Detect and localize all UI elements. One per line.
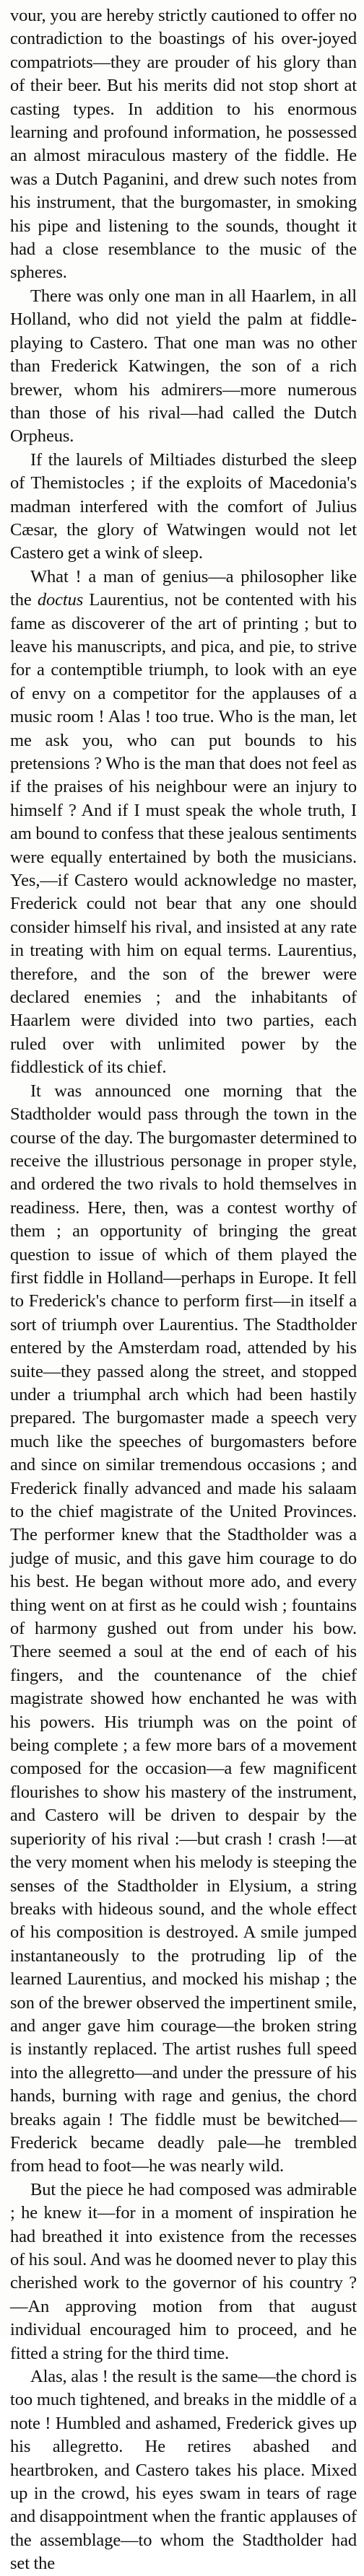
paragraph-4-rest: Laurentius, not be contented with his fame as discoverer of the art of printing ; but to leave his manuscripts, and pica, and pie, to strive for a contemptible triumph, to look with an eye of envy on a competitor for the applauses of a music room ! Alas ! too true. Who is the man, let me ask you, who can put bounds to his pretensions ? Who is the man that does not feel as if the praises of his neighbour were an injury to himself ? And if I must speak the whole truth, I am bound to confess that these jealous sentiments were equally entertained by both the musicians. Yes,—if Castero would acknowledge no master, Frederick could not bear that any one should consider himself his rival, and insisted at any rate in treating with him on equal terms. Laurentius, therefore, and the son of the brewer were declared enemies ; and the inhabitants of Haarlem were divided into two parties, each ruled over with unlimited power by the fiddlestick of its chief. (10, 590, 357, 1078)
paragraph-1: vour, you are hereby strictly cautioned to offer no contradiction to the boastings of his over-joyed compatriots—they are prouder of his glory than of their beer. But his merits did not stop short at casting types. In addition to his enormous learning and profound information, he possessed an almost miraculous mastery of the fiddle. He was a Dutch Paganini, and drew such notes from his instrument, that the burgomaster, in smoking his pipe and listening to the sounds, thought it had a close resemblance to the music of the spheres. (10, 6, 357, 283)
article-column (10, 4, 357, 2576)
paragraph-5: It was announced one morning that the Stadtholder would pass through the town in the course of the day. The burgomaster determined to receive the illustrious personage in proper style, and ordered the two rivals to hold themselves in readiness. Here, then, was a contest worthy of them ; an opportunity of bringing the great question to issue of which of them played the first fiddle in Holland—perhaps in Europe. It fell to Frederick's chance to perform first—in itself a sort of triumph over Laurentius. The Stadtholder entered by the Amsterdam road, attended by his suite—they passed along the street, and stopped under a triumphal arch which had been hastily prepared. The burgomaster made a speech very much like the speeches of burgomasters before and since on similar tremendous occasions ; and Frederick finally advanced and made his salaam to the chief magistrate of the United Provinces. The performer knew that the Stadtholder was a judge of music, and this gave him courage to do his best. He began without more ado, and every thing went on at first as he could wish ; fountains of harmony gushed out from under his bow. There seemed a soul at the end of each of his fingers, and the countenance of the chief magistrate showed how enchanted he was with his powers. His triumph was on the point of being complete ; a few more bars of a movement composed for the occasion—a few magnificent flourishes to show his mastery of the instrument, and Castero will be driven to despair by the superiority of his rival :—but crash ! crash !—at the very moment when his melody is steeping the senses of the Stadtholder in Elysium, a string breaks with hideous sound, and the whole effect of his composition is destroyed. A smile jumped instantaneously to the protruding lip of the learned Laurentius, and mocked his mishap ; the son of the brewer observed the impertinent smile, and anger gave him courage—the broken string is instantly replaced. The artist rushes full speed into the allegretto—and under the pressure of his hands, burning with rage and genius, the chord breaks again ! The fiddle must be bewitched—Frederick became deadly pale—he trembled from head to foot—he was nearly wild. (10, 1081, 357, 2176)
paragraph-4 (10, 566, 357, 1080)
paragraph-2: There was only one man in all Haarlem, in all Holland, who did not yield the palm at fiddle-playing to Castero. That one man was no other than Frederick Katwingen, the son of a rich brewer, whom his admirers—more numerous than those of his rival—had called the Dutch Orpheus. (10, 286, 357, 447)
italic-doctus: doctus (37, 590, 84, 610)
paragraph-3: If the laurels of Miltiades disturbed the sleep of Themistocles ; if the exploits of Macedonia's madman interfered with the comfort of Julius Cæsar, the glory of Watwingen would not let Castero get a wink of sleep. (10, 449, 357, 563)
paragraph-6: But the piece he had composed was admirable ; he knew it—for in a moment of inspiration he had breathed it into existence from the recesses of his soul. And was he doomed never to play this cherished work to the governor of his country ?—An approving motion from that august individual encouraged him to proceed, and he fitted a string for the third time. (10, 2179, 357, 2363)
paragraph-7: Alas, alas ! the result is the same—the chord is too much tightened, and breaks in the middle of a note ! Humbled and ashamed, Frederick gives up his allegretto. He retires abashed and heartbroken, and Castero takes his place. Mixed up in the crowd, his eyes swam in tears of rage and disappointment when the frantic applauses of the assemblage—to whom the Stadtholder had set the (10, 2367, 357, 2574)
paragraph-4-lead: What ! a man of genius—a philosopher like the (10, 566, 357, 610)
